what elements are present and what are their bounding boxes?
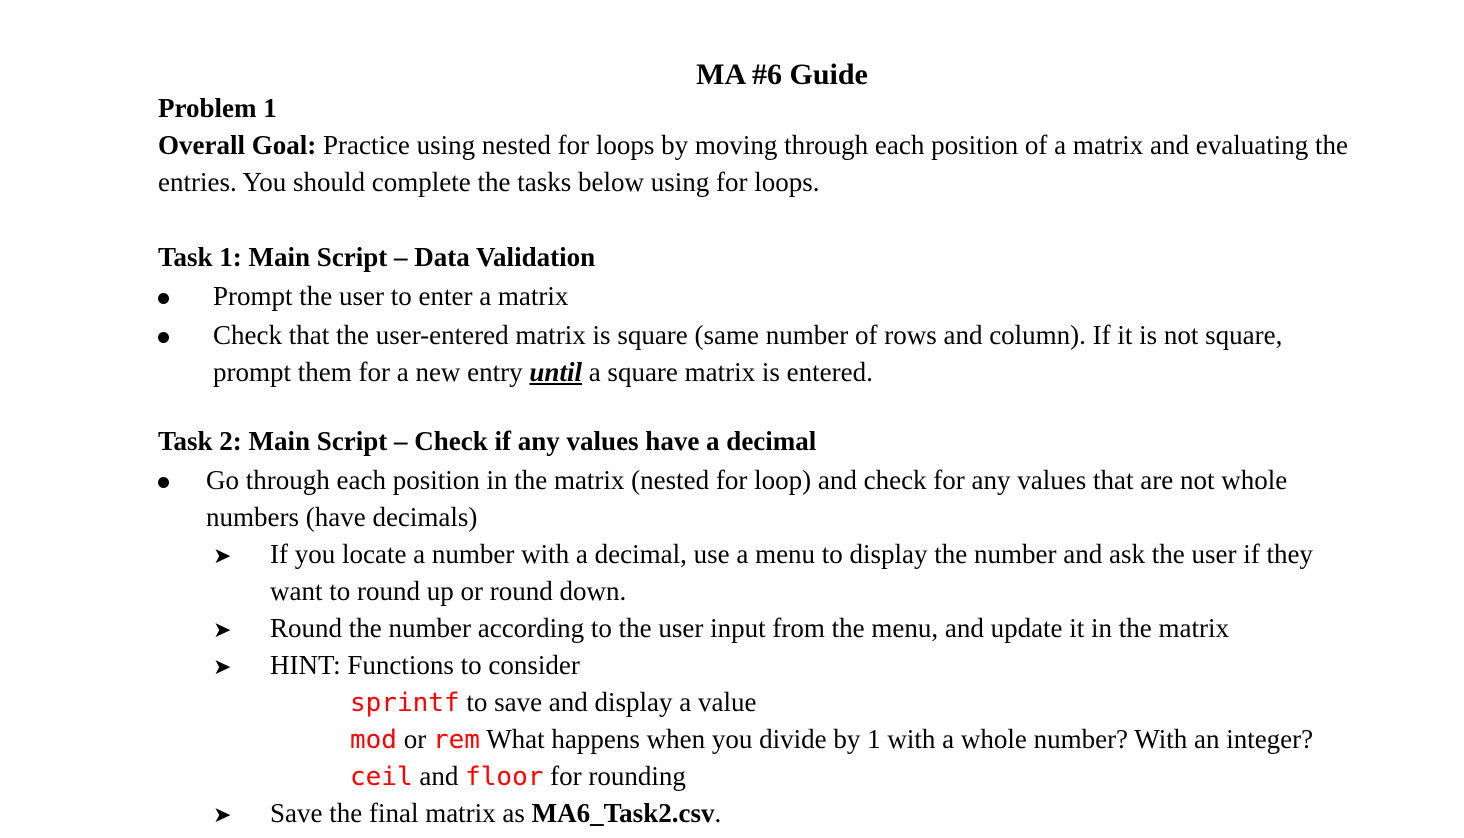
output-filename: MA6_Task2.csv: [531, 798, 715, 828]
task2-bullet-1-line-2: numbers (have decimals): [206, 502, 478, 532]
hint-1-text: to save and display a value: [459, 687, 757, 717]
task1-bullet-1: Prompt the user to enter a matrix: [213, 281, 569, 311]
task2-sub-4: [270, 799, 721, 829]
code-rem: rem: [432, 725, 480, 755]
arrowhead-bullet-icon: ➤: [213, 543, 232, 568]
task2-sub-2: Round the number according to the user input from the menu, and update it in the matrix: [270, 613, 1230, 643]
task1-bullet-2-text-pre: prompt them for a new entry: [213, 357, 530, 387]
task1-heading: Task 1: Main Script – Data Validation: [158, 242, 596, 272]
overall-goal-line-1: [158, 131, 1348, 161]
problem-heading: Problem 1: [158, 93, 277, 123]
hint-line-ceil-floor: [350, 762, 686, 792]
hint-3-text: for rounding: [543, 761, 686, 791]
hint-2-or: or: [396, 724, 433, 754]
overall-goal-text: Practice using nested for loops by moving through each position of a matrix and evaluating the: [316, 130, 1348, 160]
code-mod: mod: [350, 725, 397, 755]
task1-bullet-2-text-post: a square matrix is entered.: [581, 357, 873, 387]
task1-bullet-2-line-1: Check that the user-entered matrix is square (same number of rows and column). If it is not square,: [213, 320, 1283, 350]
hint-line-mod-rem: [350, 725, 1313, 755]
arrowhead-bullet-icon: ➤: [213, 617, 232, 642]
task2-bullet-1-line-1: Go through each position in the matrix (nested for loop) and check for any values that are not whole: [206, 465, 1288, 495]
hint-line-sprintf: [350, 688, 757, 718]
page-title: MA #6 Guide: [696, 58, 868, 91]
overall-goal-line-2: entries. You should complete the tasks below using for loops.: [158, 167, 820, 197]
task1-bullet-2-line-2: [213, 358, 873, 388]
arrowhead-bullet-icon: ➤: [213, 654, 232, 679]
task1-emphasis-until: until: [529, 357, 582, 387]
overall-goal-label: Overall Goal:: [158, 130, 317, 160]
code-sprintf: sprintf: [350, 688, 460, 718]
arrowhead-bullet-icon: ➤: [213, 802, 232, 827]
task2-sub-1-line-2: want to round up or round down.: [270, 576, 627, 606]
task2-sub-4-text-post: .: [714, 798, 722, 828]
task2-sub-1-line-1: If you locate a number with a decimal, use a menu to display the number and ask the user if they: [270, 539, 1313, 569]
hint-2-text: What happens when you divide by 1 with a whole number? With an integer?: [479, 724, 1314, 754]
bullet-icon: [158, 477, 169, 488]
bullet-icon: [158, 293, 169, 304]
code-floor: floor: [465, 762, 544, 792]
task2-heading: Task 2: Main Script – Check if any values have a decimal: [158, 426, 817, 456]
bullet-icon: [158, 332, 169, 343]
task2-sub-4-text-pre: Save the final matrix as: [270, 798, 532, 828]
hint-3-and: and: [412, 761, 466, 791]
task2-sub-3: HINT: Functions to consider: [270, 650, 580, 680]
code-ceil: ceil: [350, 762, 413, 792]
